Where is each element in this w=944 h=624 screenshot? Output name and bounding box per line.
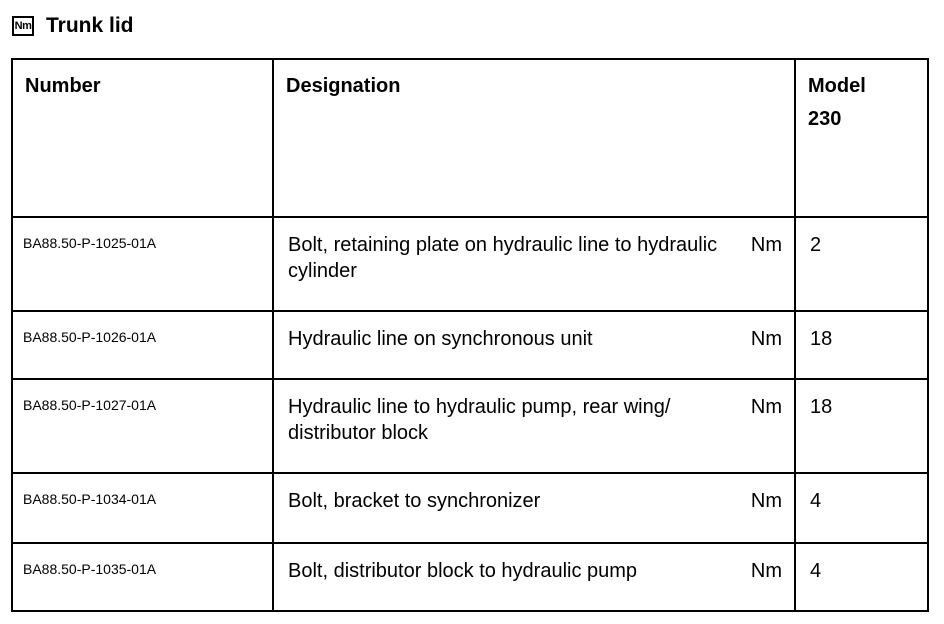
part-number: BA88.50-P-1034-01A bbox=[23, 491, 157, 507]
designation-text: Bolt, distributor block to hydraulic pump bbox=[288, 560, 638, 582]
torque-nm-icon: Nm bbox=[12, 16, 34, 36]
cell-number bbox=[12, 311, 273, 379]
cell-number bbox=[12, 473, 273, 543]
column-header-designation bbox=[273, 59, 795, 217]
section-header bbox=[12, 12, 134, 40]
unit-label: Nm bbox=[750, 490, 782, 512]
cell-designation bbox=[273, 473, 795, 543]
cell-designation bbox=[273, 543, 795, 611]
cell-designation bbox=[273, 379, 795, 473]
torque-spec-table bbox=[11, 58, 929, 612]
part-number: BA88.50-P-1025-01A bbox=[23, 235, 157, 251]
table-row bbox=[12, 543, 928, 611]
column-header-model-label: Model bbox=[808, 75, 866, 97]
cell-number bbox=[12, 379, 273, 473]
column-header-designation-label: Designation bbox=[286, 75, 401, 97]
cell-value bbox=[795, 217, 928, 311]
designation-text: Hydraulic line to hydraulic pump, rear wing/ distributor block bbox=[288, 396, 671, 444]
table-row bbox=[12, 311, 928, 379]
section-title: Trunk lid bbox=[46, 14, 134, 37]
unit-label: Nm bbox=[750, 560, 782, 582]
table-row bbox=[12, 379, 928, 473]
cell-number bbox=[12, 217, 273, 311]
part-number: BA88.50-P-1035-01A bbox=[23, 561, 157, 577]
torque-value: 2 bbox=[810, 234, 822, 256]
part-number: BA88.50-P-1027-01A bbox=[23, 397, 157, 413]
cell-number bbox=[12, 543, 273, 611]
cell-value bbox=[795, 379, 928, 473]
table-row bbox=[12, 217, 928, 311]
column-header-number bbox=[12, 59, 273, 217]
cell-value bbox=[795, 473, 928, 543]
column-header-number-label: Number bbox=[25, 75, 101, 97]
table-header-row bbox=[12, 59, 928, 217]
torque-value: 4 bbox=[810, 490, 822, 512]
cell-designation bbox=[273, 217, 795, 311]
cell-designation bbox=[273, 311, 795, 379]
torque-value: 18 bbox=[810, 328, 833, 350]
unit-label: Nm bbox=[750, 328, 782, 350]
cell-value bbox=[795, 543, 928, 611]
column-header-model bbox=[795, 59, 928, 217]
designation-text: Bolt, bracket to synchronizer bbox=[288, 490, 541, 512]
designation-text: Hydraulic line on synchronous unit bbox=[288, 328, 593, 350]
designation-text: Bolt, retaining plate on hydraulic line to hydraulic cylinder bbox=[288, 234, 718, 282]
torque-value: 18 bbox=[810, 396, 833, 418]
part-number: BA88.50-P-1026-01A bbox=[23, 329, 157, 345]
torque-value: 4 bbox=[810, 560, 822, 582]
unit-label: Nm bbox=[750, 396, 782, 418]
table-row bbox=[12, 473, 928, 543]
cell-value bbox=[795, 311, 928, 379]
unit-label: Nm bbox=[750, 234, 782, 256]
column-header-model-value: 230 bbox=[808, 108, 842, 130]
